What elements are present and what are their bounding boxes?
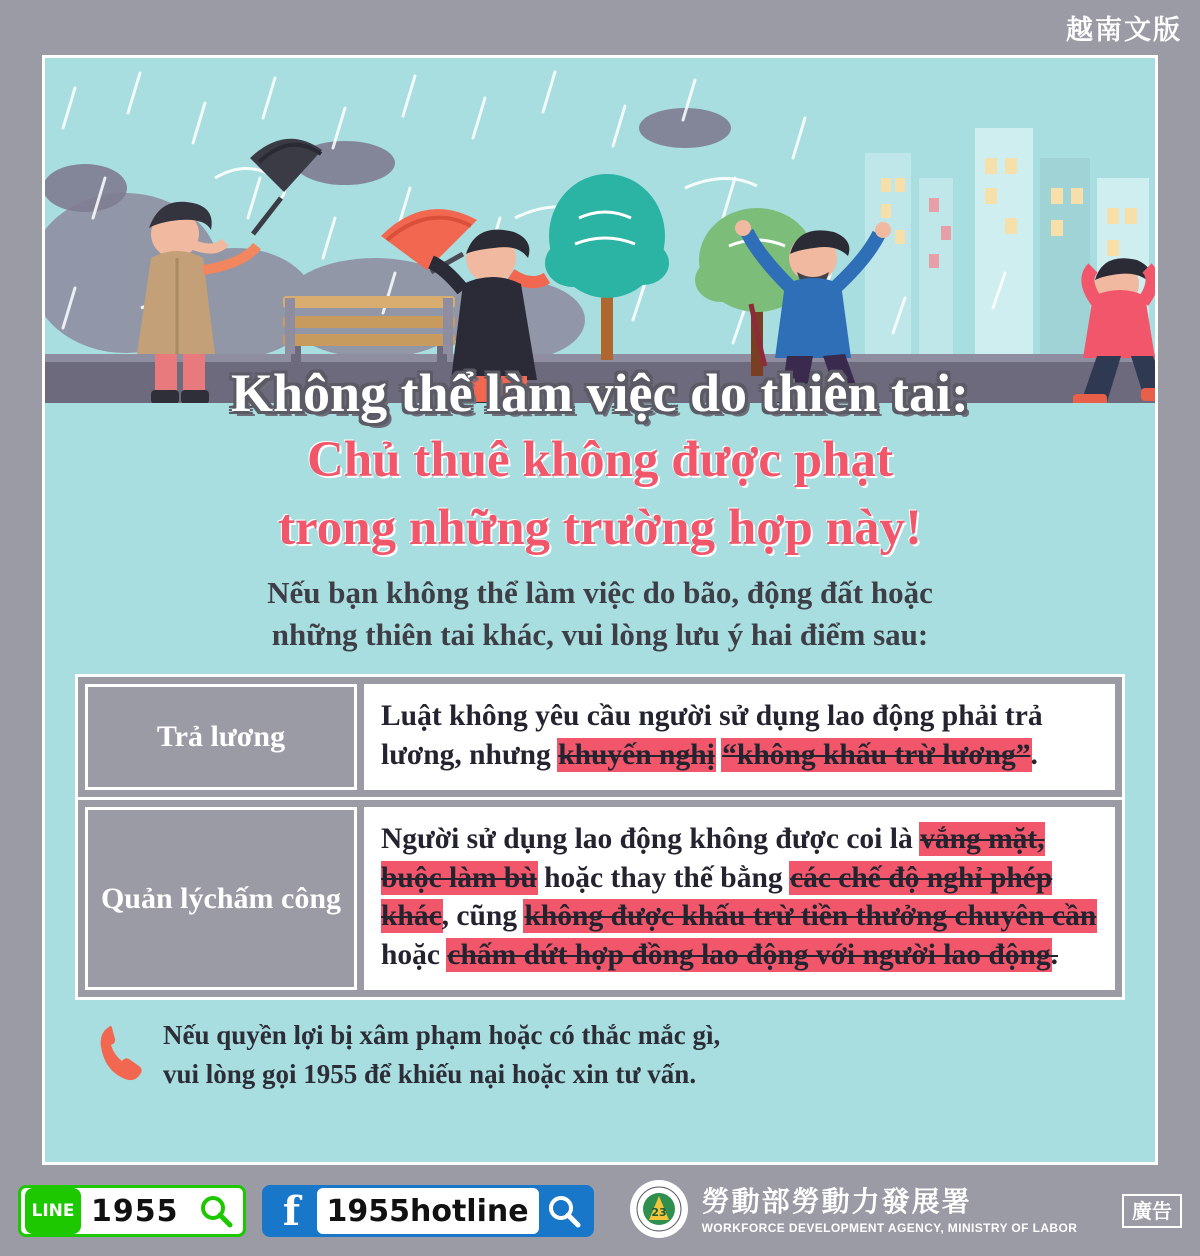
info-table [75, 674, 1125, 1001]
text-segment: . [1030, 738, 1038, 771]
phone-icon [97, 1023, 145, 1088]
text-segment: hoặc [381, 939, 448, 972]
advertisement-label: 廣告 [1122, 1194, 1182, 1228]
magnifier-icon[interactable] [541, 1188, 587, 1234]
row-label-pay: Trả lương [85, 684, 357, 790]
line-logo-icon: LINE [25, 1188, 81, 1234]
language-version-tag: 越南文版 [1066, 15, 1182, 46]
highlight-segment: chấm dứt hợp đồng lao động với người lao động [447, 939, 1051, 972]
text-segment: Người sử dụng lao động không được coi là [381, 822, 921, 855]
highlight-segment: vắng mặt, buộc làm bù [381, 822, 1045, 894]
magnifier-icon[interactable] [193, 1188, 239, 1234]
row-label-line-2: chấm công [203, 881, 342, 915]
highlight-segment: không được khấu trừ tiền thưởng chuyên cần [524, 900, 1097, 933]
row-label-line-1: Quản lý [100, 881, 204, 915]
headline-line-1: Không thể làm việc do thiên tai: [231, 363, 969, 423]
line-id-label: 1955 [91, 1193, 179, 1229]
storm-illustration [45, 58, 1155, 403]
row-body-pay [364, 684, 1115, 790]
agency-name-en: WORKFORCE DEVELOPMENT AGENCY, MINISTRY OF LABOR [701, 1220, 1078, 1235]
agency-branding [628, 1178, 1078, 1245]
subheading-line-1: Nếu bạn không thể làm việc do bão, động đất hoặc [267, 575, 933, 611]
facebook-id-label: 1955hotline [326, 1193, 529, 1229]
svg-text:23: 23 [650, 1205, 667, 1219]
hotline-note [97, 1016, 1155, 1094]
agency-name-zh: 勞動部勞動力發展署 [701, 1185, 972, 1219]
note-line-1: Nếu quyền lợi bị xâm phạm hoặc có thắc mắc gì, [163, 1020, 721, 1051]
note-line-2: vui lòng gọi 1955 để khiếu nại hoặc xin tư vấn. [163, 1059, 697, 1090]
illustration-svg [45, 58, 1155, 403]
text-segment: Luật không yêu cầu người sử dụng lao động phải trả lương, nhưng [381, 699, 1043, 771]
poster-card [42, 55, 1158, 1165]
hotline-note-text [163, 1016, 720, 1094]
subheading-line-2: những thiên tai khác, vui lòng lưu ý hai điểm sau: [271, 616, 929, 652]
agency-text [702, 1187, 1078, 1235]
row-body-attendance [364, 807, 1115, 991]
highlight-segment: các chế độ nghỉ phép khác [381, 861, 1053, 933]
footer-bar [0, 1166, 1200, 1256]
table-row [78, 677, 1122, 797]
agency-seal-icon [628, 1178, 690, 1245]
text-segment: , cũng [441, 900, 525, 933]
row-label-attendance [85, 807, 357, 991]
headline-block [45, 365, 1155, 656]
facebook-icon: f [282, 1187, 301, 1235]
headline-line-2: Chủ thuê không được phạt [306, 431, 894, 488]
facebook-account-chip[interactable] [262, 1185, 594, 1237]
text-segment: hoặc thay thế bằng [536, 861, 790, 894]
text-segment: . [1050, 939, 1059, 972]
facebook-id-box [317, 1188, 539, 1234]
highlight-segment: “không khấu trừ lương” [722, 738, 1031, 771]
table-row [78, 797, 1122, 998]
headline-line-3: trong những trường hợp này! [278, 499, 922, 556]
highlight-segment: khuyến nghị [558, 738, 715, 771]
line-account-chip[interactable] [18, 1185, 246, 1237]
